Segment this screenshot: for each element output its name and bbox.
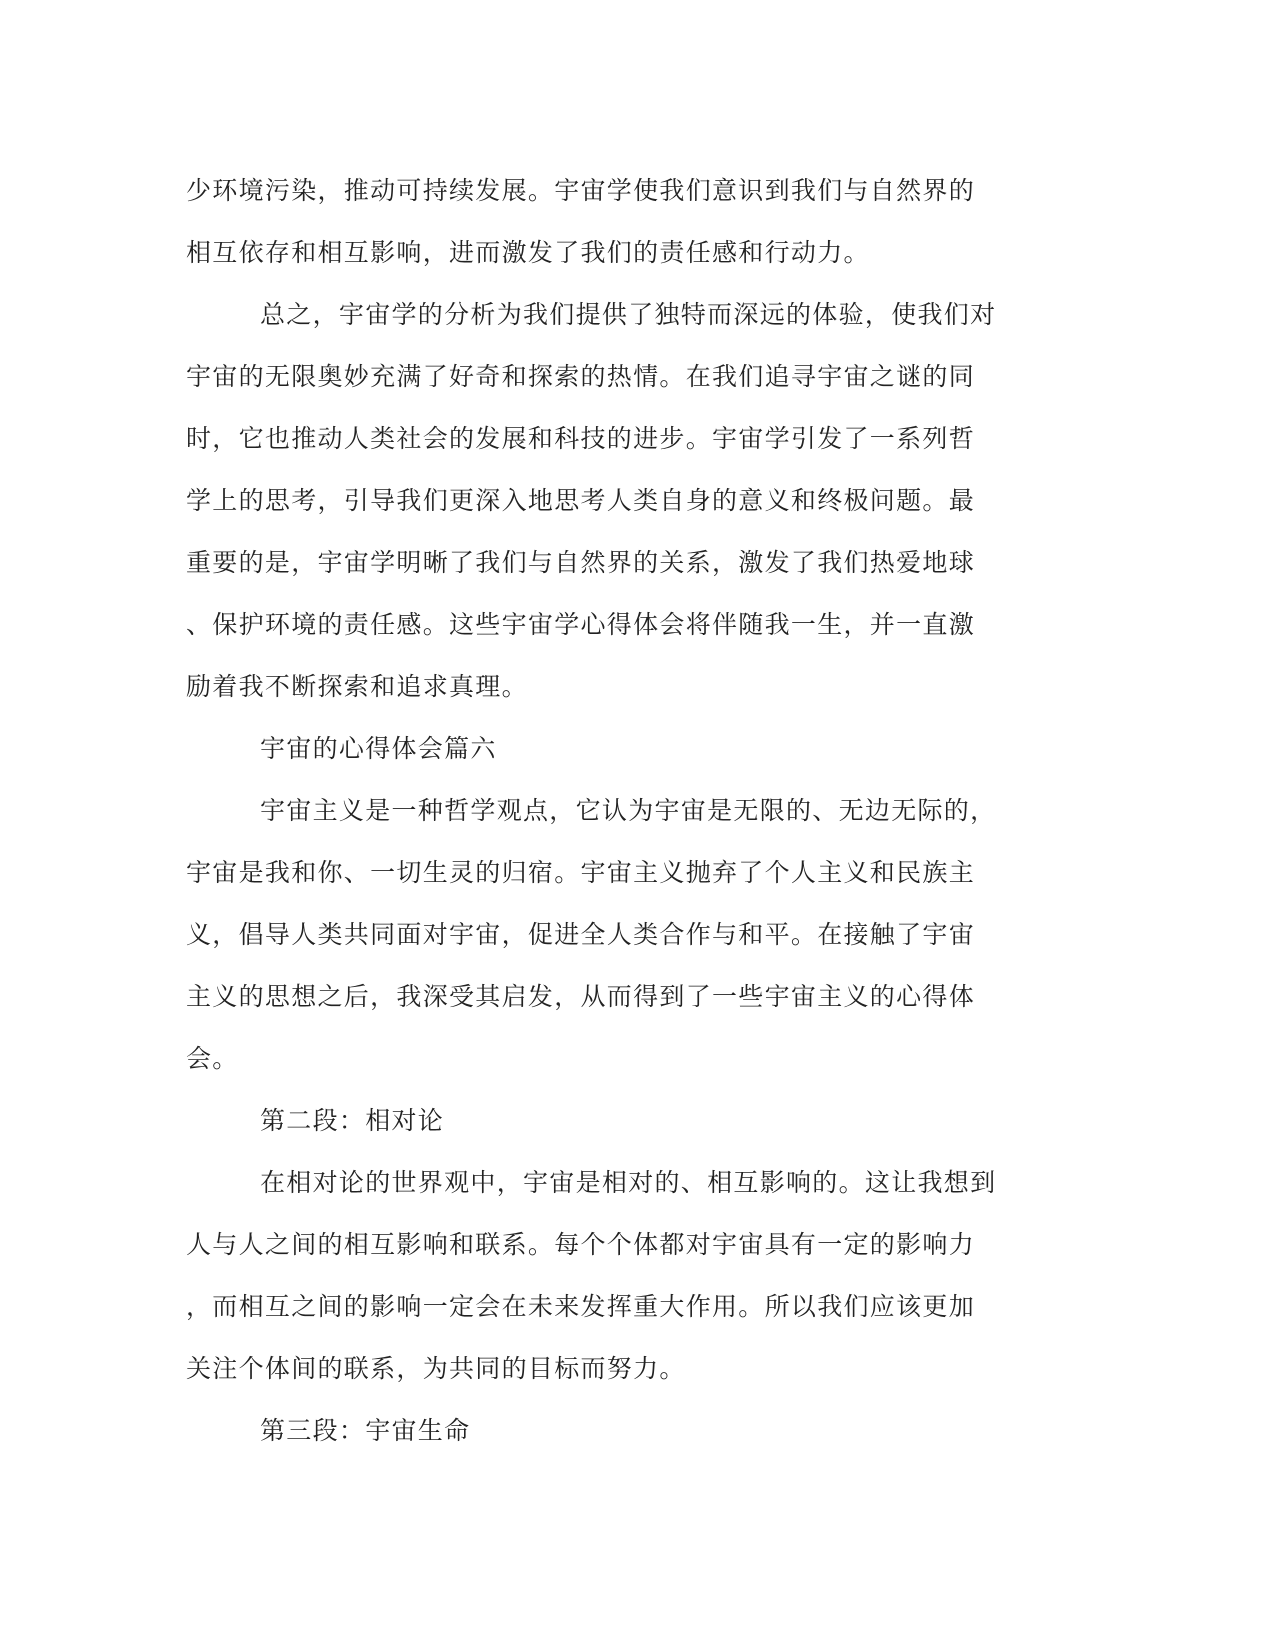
text-line: 励着我不断探索和追求真理。	[186, 672, 528, 701]
text-line: 时，它也推动人类社会的发展和科技的进步。宇宙学引发了一系列哲	[186, 424, 976, 453]
text-line: 学上的思考，引导我们更深入地思考人类自身的意义和终极问题。最	[186, 486, 976, 515]
text-line: 主义的思想之后，我深受其启发，从而得到了一些宇宙主义的心得体	[186, 982, 976, 1011]
section-heading: 宇宙的心得体会篇六	[260, 734, 497, 763]
paragraph-start-line: 总之，宇宙学的分析为我们提供了独特而深远的体验，使我们对	[260, 300, 997, 329]
text-line: 宇宙是我和你、一切生灵的归宿。宇宙主义抛弃了个人主义和民族主	[186, 858, 976, 887]
paragraph-start-line: 在相对论的世界观中，宇宙是相对的、相互影响的。这让我想到	[260, 1168, 997, 1197]
text-line: ，而相互之间的影响一定会在未来发挥重大作用。所以我们应该更加	[186, 1292, 976, 1321]
text-line: 宇宙的无限奥妙充满了好奇和探索的热情。在我们追寻宇宙之谜的同	[186, 362, 976, 391]
text-line: 会。	[186, 1044, 239, 1073]
text-line: 义，倡导人类共同面对宇宙，促进全人类合作与和平。在接触了宇宙	[186, 920, 976, 949]
document-body	[186, 160, 1056, 1462]
text-line: 重要的是，宇宙学明晰了我们与自然界的关系，激发了我们热爱地球	[186, 548, 976, 577]
text-line: 人与人之间的相互影响和联系。每个个体都对宇宙具有一定的影响力	[186, 1230, 976, 1259]
text-line: 、保护环境的责任感。这些宇宙学心得体会将伴随我一生，并一直激	[186, 610, 976, 639]
text-line: 相互依存和相互影响，进而激发了我们的责任感和行动力。	[186, 238, 870, 267]
text-line: 少环境污染，推动可持续发展。宇宙学使我们意识到我们与自然界的	[186, 176, 976, 205]
section-heading: 第二段：相对论	[260, 1106, 445, 1135]
paragraph-start-line: 宇宙主义是一种哲学观点，它认为宇宙是无限的、无边无际的，	[260, 796, 997, 825]
text-line: 关注个体间的联系，为共同的目标而努力。	[186, 1354, 686, 1383]
section-heading: 第三段：宇宙生命	[260, 1416, 471, 1445]
